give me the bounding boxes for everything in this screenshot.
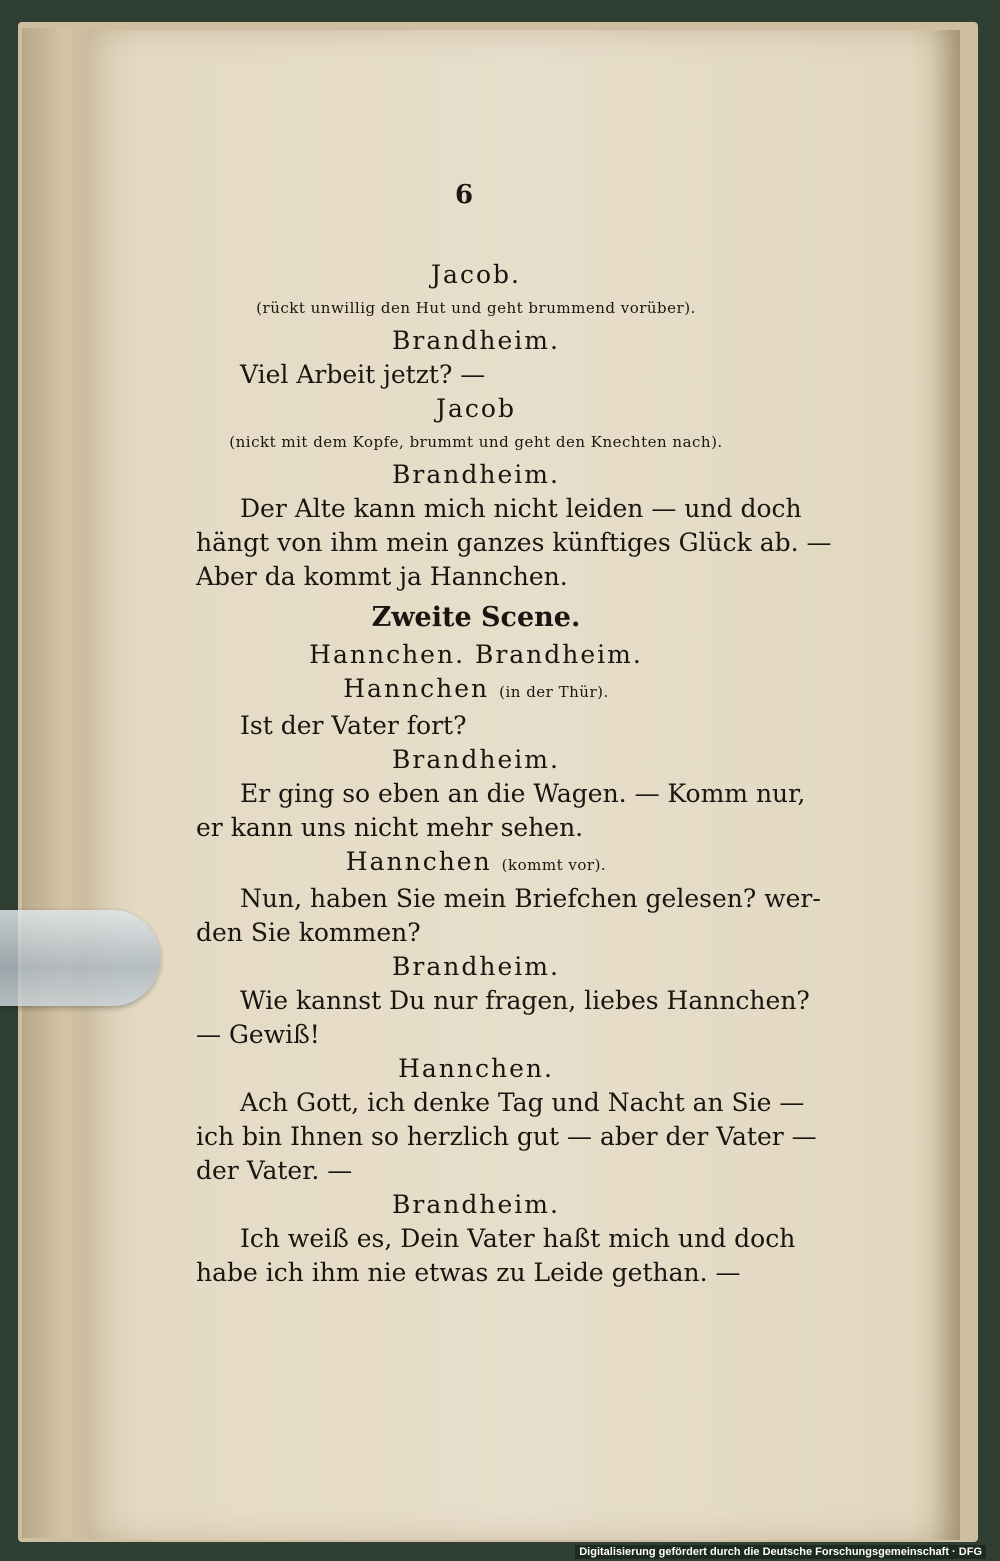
speaker-name (196, 672, 756, 709)
text-line: ich bin Ihnen so herzlich gut — aber der Vater — (196, 1122, 817, 1151)
stage-direction: (rückt unwillig den Hut und geht brummend vorüber). (256, 299, 696, 317)
text-line: Viel Arbeit jetzt? — (240, 360, 486, 389)
page-edge-shadow (930, 30, 960, 1540)
speaker-name: Hannchen. (398, 1054, 554, 1083)
text-line: Er ging so eben an die Wagen. — Komm nur, (240, 779, 806, 808)
speaker-name: Brandheim. (392, 952, 560, 981)
scene-heading: Zweite Scene. (371, 602, 581, 633)
text-line: Ach Gott, ich denke Tag und Nacht an Sie — (240, 1088, 805, 1117)
book-spine (22, 28, 92, 1538)
speaker-label: Hannchen (345, 847, 492, 876)
page-clip (0, 910, 160, 1006)
text-line: — Gewiß! (196, 1020, 320, 1049)
stage-direction: (kommt vor). (501, 856, 607, 874)
digitization-credit: Digitalisierung gefördert durch die Deutsche Forschungsgemeinschaft · DFG (575, 1545, 986, 1559)
speaker-name: Jacob. (431, 260, 521, 289)
text-line: habe ich ihm nie etwas zu Leide gethan. — (196, 1258, 741, 1287)
speaker-label: Hannchen (343, 674, 490, 703)
text-line: Aber da kommt ja Hannchen. (196, 562, 568, 591)
text-line: Der Alte kann mich nicht leiden — und doch (240, 494, 802, 523)
page-text (196, 258, 832, 1290)
text-line: Wie kannst Du nur fragen, liebes Hannchen? (240, 986, 810, 1015)
text-line: den Sie kommen? (196, 918, 421, 947)
text-line: hängt von ihm mein ganzes künftiges Glück ab. — (196, 528, 832, 557)
text-line: Nun, haben Sie mein Briefchen gelesen? wer- (240, 884, 821, 913)
speaker-name: Jacob (436, 394, 516, 423)
text-line: Ist der Vater fort? (240, 711, 467, 740)
text-line: er kann uns nicht mehr sehen. (196, 813, 584, 842)
speaker-name: Brandheim. (392, 326, 560, 355)
speaker-name (196, 845, 756, 882)
text-line: Ich weiß es, Dein Vater haßt mich und doch (240, 1224, 796, 1253)
speaker-name: Hannchen. Brandheim. (309, 640, 643, 669)
stage-direction: (in der Thür). (499, 683, 609, 701)
speaker-name: Brandheim. (392, 745, 560, 774)
stage-direction: (nickt mit dem Kopfe, brummt und geht den Knechten nach). (229, 433, 723, 451)
speaker-name: Brandheim. (392, 460, 560, 489)
speaker-name: Brandheim. (392, 1190, 560, 1219)
text-line: der Vater. — (196, 1156, 353, 1185)
